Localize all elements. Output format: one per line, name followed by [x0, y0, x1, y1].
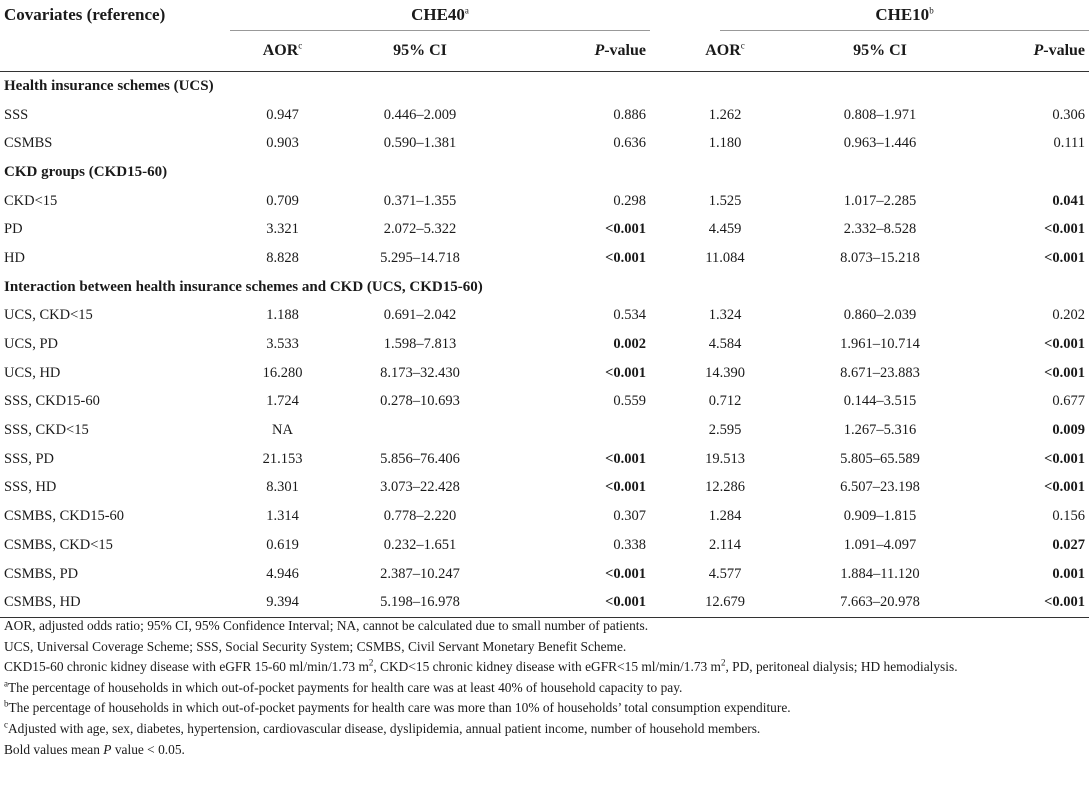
table-row: [0, 129, 1089, 158]
aor-che10: 1.180: [708, 135, 742, 152]
aor-che40: 1.724: [266, 393, 299, 410]
pvalue-che10: 0.156: [1052, 508, 1086, 525]
pvalue-che10: 0.202: [1052, 307, 1086, 324]
section-label: CKD groups (CKD15-60): [4, 163, 168, 180]
table-row: [0, 531, 1089, 560]
table-row: [0, 187, 1089, 216]
ci-che40: 0.371–1.355: [383, 192, 457, 209]
ci-che10: 6.507–23.198: [840, 479, 920, 496]
ci-che40: 2.387–10.247: [380, 565, 460, 582]
ci-che10: 0.860–2.039: [843, 307, 917, 324]
ci-che40: 0.278–10.693: [380, 393, 460, 410]
footnote-abbrev-2: UCS, Universal Coverage Scheme; SSS, Social Security System; CSMBS, Civil Servant Monetary Benefit Scheme.: [4, 638, 627, 654]
aor-che10: 4.459: [708, 221, 742, 238]
ci-header-che40: 95% CI: [335, 31, 505, 72]
ci-che10: 2.332–8.528: [843, 221, 917, 238]
pvalue-che10: 0.001: [1052, 565, 1086, 582]
covariates-header: Covariates (reference): [4, 5, 166, 25]
row-label: PD: [4, 221, 23, 238]
pvalue-che40: 0.298: [613, 192, 646, 209]
pvalue-che40: 0.886: [613, 106, 646, 123]
aor-che40: 3.533: [266, 336, 299, 353]
aor-che10: 19.513: [705, 450, 745, 467]
pvalue-che40: <0.001: [605, 249, 646, 266]
pvalue-che10: <0.001: [1044, 336, 1086, 353]
pvalue-che10: <0.001: [1044, 221, 1086, 238]
table-body: [0, 72, 1089, 618]
ci-che40: 5.856–76.406: [380, 450, 460, 467]
aor-che10: 14.390: [705, 364, 745, 381]
ci-che40: 5.198–16.978: [335, 588, 505, 617]
ci-che10: 1.884–11.120: [840, 565, 920, 582]
section-label: Health insurance schemes (UCS): [4, 77, 214, 94]
pvalue-che10: <0.001: [960, 588, 1089, 617]
section-label: Interaction between health insurance schemes and CKD (UCS, CKD15-60): [4, 278, 483, 295]
pvalue-che40: <0.001: [605, 450, 646, 467]
row-label: HD: [4, 249, 25, 266]
pvalue-che10: 0.306: [1052, 106, 1086, 123]
row-label: CSMBS, PD: [4, 565, 79, 582]
footnote-bold: Bold values mean P value < 0.05.: [4, 741, 185, 757]
row-label: UCS, HD: [4, 364, 61, 381]
pvalue-che10: 0.677: [1052, 393, 1086, 410]
ci-che10: 8.073–15.218: [840, 249, 920, 266]
table-row: [0, 416, 1089, 445]
table-row: [0, 330, 1089, 359]
ci-che40: 1.598–7.813: [383, 336, 457, 353]
column-header-row: [0, 31, 1089, 72]
aor-che40: NA: [272, 422, 293, 439]
aor-che40: 0.619: [266, 536, 299, 553]
aor-che40: 3.321: [266, 221, 299, 238]
aor-che40: 4.946: [266, 565, 299, 582]
table-row: [0, 302, 1089, 331]
pvalue-che10: <0.001: [1044, 450, 1086, 467]
pvalue-che40: <0.001: [605, 565, 646, 582]
row-label: SSS: [4, 106, 29, 123]
section-row: [0, 72, 1089, 101]
pvalue-header-che10: P-value: [960, 31, 1089, 72]
row-label: CSMBS, CKD<15: [4, 536, 113, 553]
ci-che40: 8.173–32.430: [380, 364, 460, 381]
footnote-abbrev-3: CKD15-60 chronic kidney disease with eGFR 15-60 ml/min/1.73 $m^2$, CKD<15 chronic kidney disease with eGFR<15 ml/min/1.73 $m^2$, PD, peritoneal dialysis; HD hemodialysis.: [4, 657, 958, 675]
table-row: [0, 388, 1089, 417]
table-footnotes: [4, 616, 1084, 760]
ci-che40: 3.073–22.428: [380, 479, 460, 496]
pvalue-che10: <0.001: [1044, 479, 1086, 496]
row-label: UCS, CKD<15: [4, 307, 93, 324]
aor-che40: 8.301: [266, 479, 299, 496]
table-row: [0, 215, 1089, 244]
ci-che10: 0.909–1.815: [843, 508, 917, 525]
ci-header-che10: 95% CI: [800, 31, 960, 72]
aor-che40: 8.828: [266, 249, 299, 266]
pvalue-che40: <0.001: [505, 588, 650, 617]
ci-che10: 1.267–5.316: [843, 422, 917, 439]
aor-che10: 12.286: [705, 479, 745, 496]
ci-che40: 0.590–1.381: [383, 135, 457, 152]
pvalue-che40: [505, 416, 650, 445]
pvalue-che40: <0.001: [605, 364, 646, 381]
aor-header-che10: AOR$^c$: [650, 31, 800, 72]
group-header-row: [0, 0, 1089, 31]
aor-che10: 1.284: [708, 508, 742, 525]
ci-che40: [335, 416, 505, 445]
row-label: SSS, CKD15-60: [4, 393, 100, 410]
footnote-a: $^a$The percentage of households in which out-of-pocket payments for health care was at least 40% of household capacity to pay.: [4, 678, 683, 695]
ci-che40: 0.232–1.651: [383, 536, 457, 553]
row-label: SSS, HD: [4, 479, 57, 496]
table-row: [0, 474, 1089, 503]
aor-che10: 0.712: [708, 393, 742, 410]
che10-header: CHE10$^b$: [720, 0, 1089, 31]
aor-che40: 0.709: [266, 192, 299, 209]
aor-che10: 4.577: [708, 565, 742, 582]
ci-che10: 1.961–10.714: [840, 336, 920, 353]
table-row: [0, 502, 1089, 531]
aor-che40: 1.314: [266, 508, 299, 525]
ci-che10: 0.144–3.515: [843, 393, 917, 410]
row-label: CSMBS, CKD15-60: [4, 508, 125, 525]
ci-che40: 2.072–5.322: [383, 221, 457, 238]
ci-che10: 7.663–20.978: [800, 588, 960, 617]
ci-che10: 8.671–23.883: [840, 364, 920, 381]
aor-che40: 0.947: [266, 106, 299, 123]
footnote-abbrev-1: AOR, adjusted odds ratio; 95% CI, 95% Confidence Interval; NA, cannot be calculated due to small number of patients.: [4, 618, 649, 633]
table-row: [0, 101, 1089, 130]
table-row: [0, 445, 1089, 474]
aor-che40: 9.394: [230, 588, 335, 617]
section-row: [0, 273, 1089, 302]
pvalue-che10: <0.001: [1044, 364, 1086, 381]
footnote-b: $^b$The percentage of households in which out-of-pocket payments for health care was more than 10% of households’ total consumption expenditure.: [4, 698, 791, 716]
ci-che40: 5.295–14.718: [380, 249, 460, 266]
pvalue-che10: 0.111: [1053, 135, 1086, 152]
ci-che10: 1.017–2.285: [843, 192, 917, 209]
aor-che40: 0.903: [266, 135, 299, 152]
footnote-c: $^c$Adjusted with age, sex, diabetes, hypertension, cardiovascular disease, dyslipidemia, annual patient income, number of household members.: [4, 719, 761, 736]
aor-che10: 2.114: [708, 536, 742, 553]
pvalue-che40: 0.559: [613, 393, 646, 410]
pvalue-che40: 0.636: [613, 135, 646, 152]
table-row: [0, 560, 1089, 589]
aor-che10: 1.262: [708, 106, 742, 123]
pvalue-che40: 0.307: [613, 508, 646, 525]
pvalue-che10: 0.041: [1052, 192, 1086, 209]
pvalue-che10: 0.027: [1052, 536, 1086, 553]
aor-che10: 2.595: [708, 422, 742, 439]
row-label: CSMBS: [4, 135, 53, 152]
che40-header: CHE40$^a$: [230, 0, 650, 31]
ci-che10: 1.091–4.097: [843, 536, 917, 553]
table-row: [0, 588, 1089, 617]
pvalue-che40: 0.002: [613, 336, 646, 353]
pvalue-che40: 0.338: [613, 536, 646, 553]
table-row: [0, 244, 1089, 273]
ci-che40: 0.446–2.009: [383, 106, 457, 123]
row-label: UCS, PD: [4, 336, 58, 353]
pvalue-che40: <0.001: [605, 221, 646, 238]
section-row: [0, 158, 1089, 187]
ci-che10: 0.808–1.971: [843, 106, 917, 123]
aor-che10: 4.584: [708, 336, 742, 353]
pvalue-che40: <0.001: [605, 479, 646, 496]
row-label: CSMBS, HD: [0, 588, 230, 617]
table-row: [0, 359, 1089, 388]
aor-che10: 1.525: [708, 192, 742, 209]
ci-che10: 0.963–1.446: [843, 135, 917, 152]
pvalue-che10: 0.009: [1052, 422, 1086, 439]
row-label: SSS, CKD<15: [4, 422, 89, 439]
row-label: SSS, PD: [4, 450, 54, 467]
ci-che10: 5.805–65.589: [840, 450, 920, 467]
aor-che10: 11.084: [705, 249, 745, 266]
aor-header-che40: AOR$^c$: [230, 31, 335, 72]
ci-che40: 0.691–2.042: [383, 307, 457, 324]
aor-che10: 12.679: [650, 588, 800, 617]
row-label: CKD<15: [4, 192, 58, 209]
ci-che40: 0.778–2.220: [383, 508, 457, 525]
aor-che40: 21.153: [262, 450, 303, 467]
pvalue-che10: <0.001: [1044, 249, 1086, 266]
pvalue-che40: 0.534: [613, 307, 646, 324]
aor-che40: 1.188: [266, 307, 299, 324]
aor-che40: 16.280: [262, 364, 303, 381]
aor-che10: 1.324: [708, 307, 742, 324]
pvalue-header-che40: P-value: [505, 31, 650, 72]
